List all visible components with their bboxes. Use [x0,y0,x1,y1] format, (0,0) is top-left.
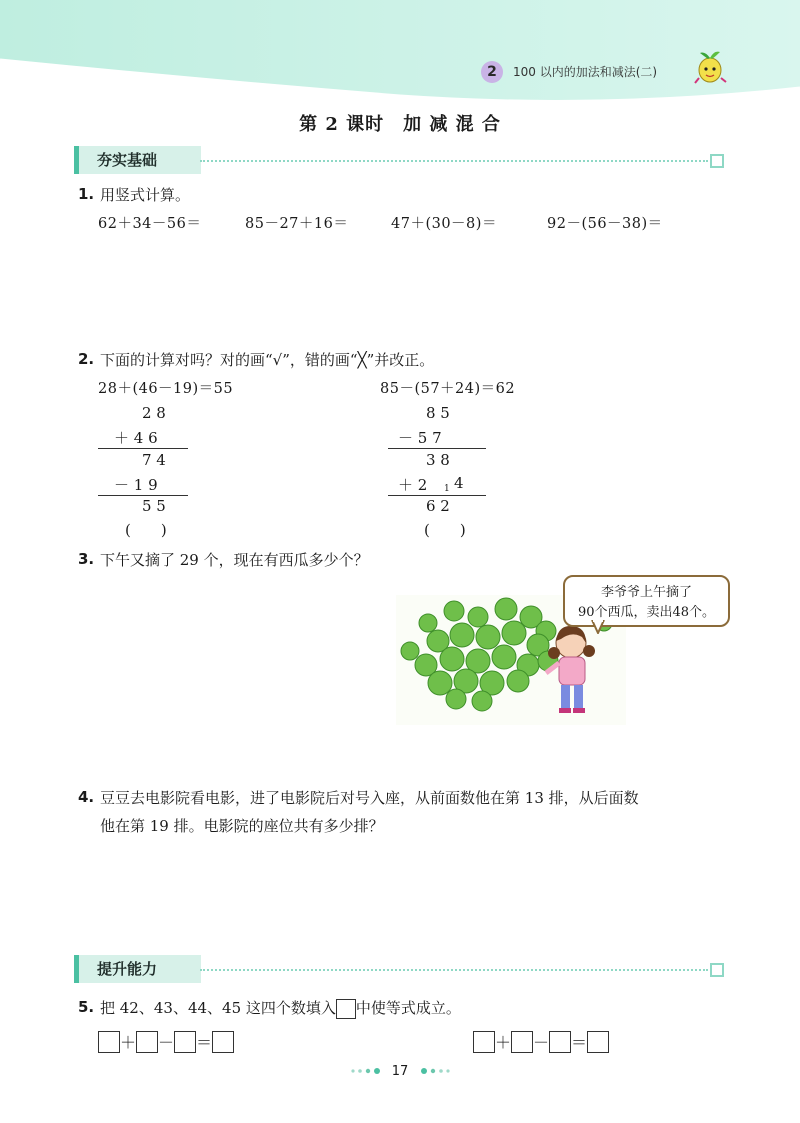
speech-bubble [563,575,730,627]
q1-text: 用竖式计算。 [100,186,191,204]
calc-row: 5 5 [142,497,166,515]
equals-sign: ＝ [196,1033,213,1052]
calc-row: ＋ 4 6 [114,429,158,447]
calc-row: － 5 7 [398,429,442,447]
chapter-number-badge: 2 [481,61,503,83]
calc-row: 6 2 [426,497,450,515]
section-divider-advanced [200,969,708,971]
q2-left-equation: 28＋(46－19)＝55 [98,381,234,397]
page-number: 17 [391,1064,409,1079]
q2-right-equation: 85－(57＋24)＝62 [380,381,516,397]
speech-bubble-line-1: 李爷爷上午摘了 [600,585,692,600]
minus-sign: － [158,1033,175,1052]
q5-text-after: 中使等式成立。 [355,999,461,1017]
speech-bubble-line-2: 90个西瓜，卖出48个。 [577,605,716,620]
answer-box[interactable] [473,1031,495,1053]
calc-row: 8 5 [426,404,450,422]
answer-box[interactable] [549,1031,571,1053]
q1-expr-4: 92－(56－38)＝ [547,216,663,232]
header-band [0,0,800,100]
answer-box[interactable] [174,1031,196,1053]
q1-expr-3: 47＋(30－8)＝ [391,216,497,232]
q2-text: 下面的计算对吗？对的画“√”，错的画“╳”并改正。 [100,351,435,369]
plus-sign: ＋ [495,1033,512,1052]
section-title-advanced: 提升能力 [97,960,158,978]
q3-number: 3. [78,550,95,568]
answer-box[interactable] [98,1031,120,1053]
q4-text-line-1: 豆豆去电影院看电影，进了电影院后对号入座，从前面数他在第 13 排，从后面数 [100,789,639,807]
section-title-basic: 夯实基础 [97,151,158,169]
section-divider-end-basic [710,154,724,168]
q1-expr-1: 62＋34－56＝ [98,216,202,232]
q2-left-vertical-calc [98,400,198,520]
page-number-dots-right [416,1064,456,1078]
q2-right-vertical-calc [396,400,496,520]
q5-blank-example [336,999,356,1019]
calc-line [98,495,188,496]
section-divider-basic [200,160,708,162]
q2-right-answer-paren[interactable]: ( ) [424,521,466,539]
minus-sign: － [533,1033,550,1052]
plus-sign: ＋ [120,1033,137,1052]
q5-text-before: 把 42、43、44、45 这四个数填入 [100,999,336,1017]
calc-line [388,448,486,449]
q4-text-line-2: 他在第 19 排。电影院的座位共有多少排？ [100,817,384,835]
q5-text [100,997,461,1019]
speech-bubble-tail [590,620,610,634]
calc-line [98,448,188,449]
q1-number: 1. [78,185,95,203]
calc-row: 7 4 [142,451,166,469]
answer-box[interactable] [511,1031,533,1053]
calc-row: 4 [454,474,464,492]
q1-expr-2: 85－27＋16＝ [245,216,349,232]
answer-box[interactable] [212,1031,234,1053]
calc-row: 3 8 [426,451,450,469]
q4-number: 4. [78,788,95,806]
section-header-advanced [74,955,201,983]
q5-equation-right [473,1030,609,1053]
q2-left-answer-paren[interactable]: ( ) [125,521,167,539]
q5-number: 5. [78,998,95,1016]
answer-box[interactable] [136,1031,158,1053]
lesson-title: 第 2 课时 加 减 混 合 [299,114,501,135]
calc-row: 2 8 [142,404,166,422]
q3-text: 下午又摘了 29 个，现在有西瓜多少个？ [100,551,369,569]
calc-carry-mark: 1 [444,484,450,494]
chapter-title: 100 以内的加法和减法(二) [513,65,658,79]
equals-sign: ＝ [571,1033,588,1052]
calc-row: － 1 9 [114,476,158,494]
mascot-icon [690,48,730,88]
q5-equation-left [98,1030,234,1053]
section-divider-end-advanced [710,963,724,977]
q2-number: 2. [78,350,95,368]
section-header-basic [74,146,201,174]
answer-box[interactable] [587,1031,609,1053]
calc-row: ＋ 2 [398,476,428,494]
calc-line [388,495,486,496]
